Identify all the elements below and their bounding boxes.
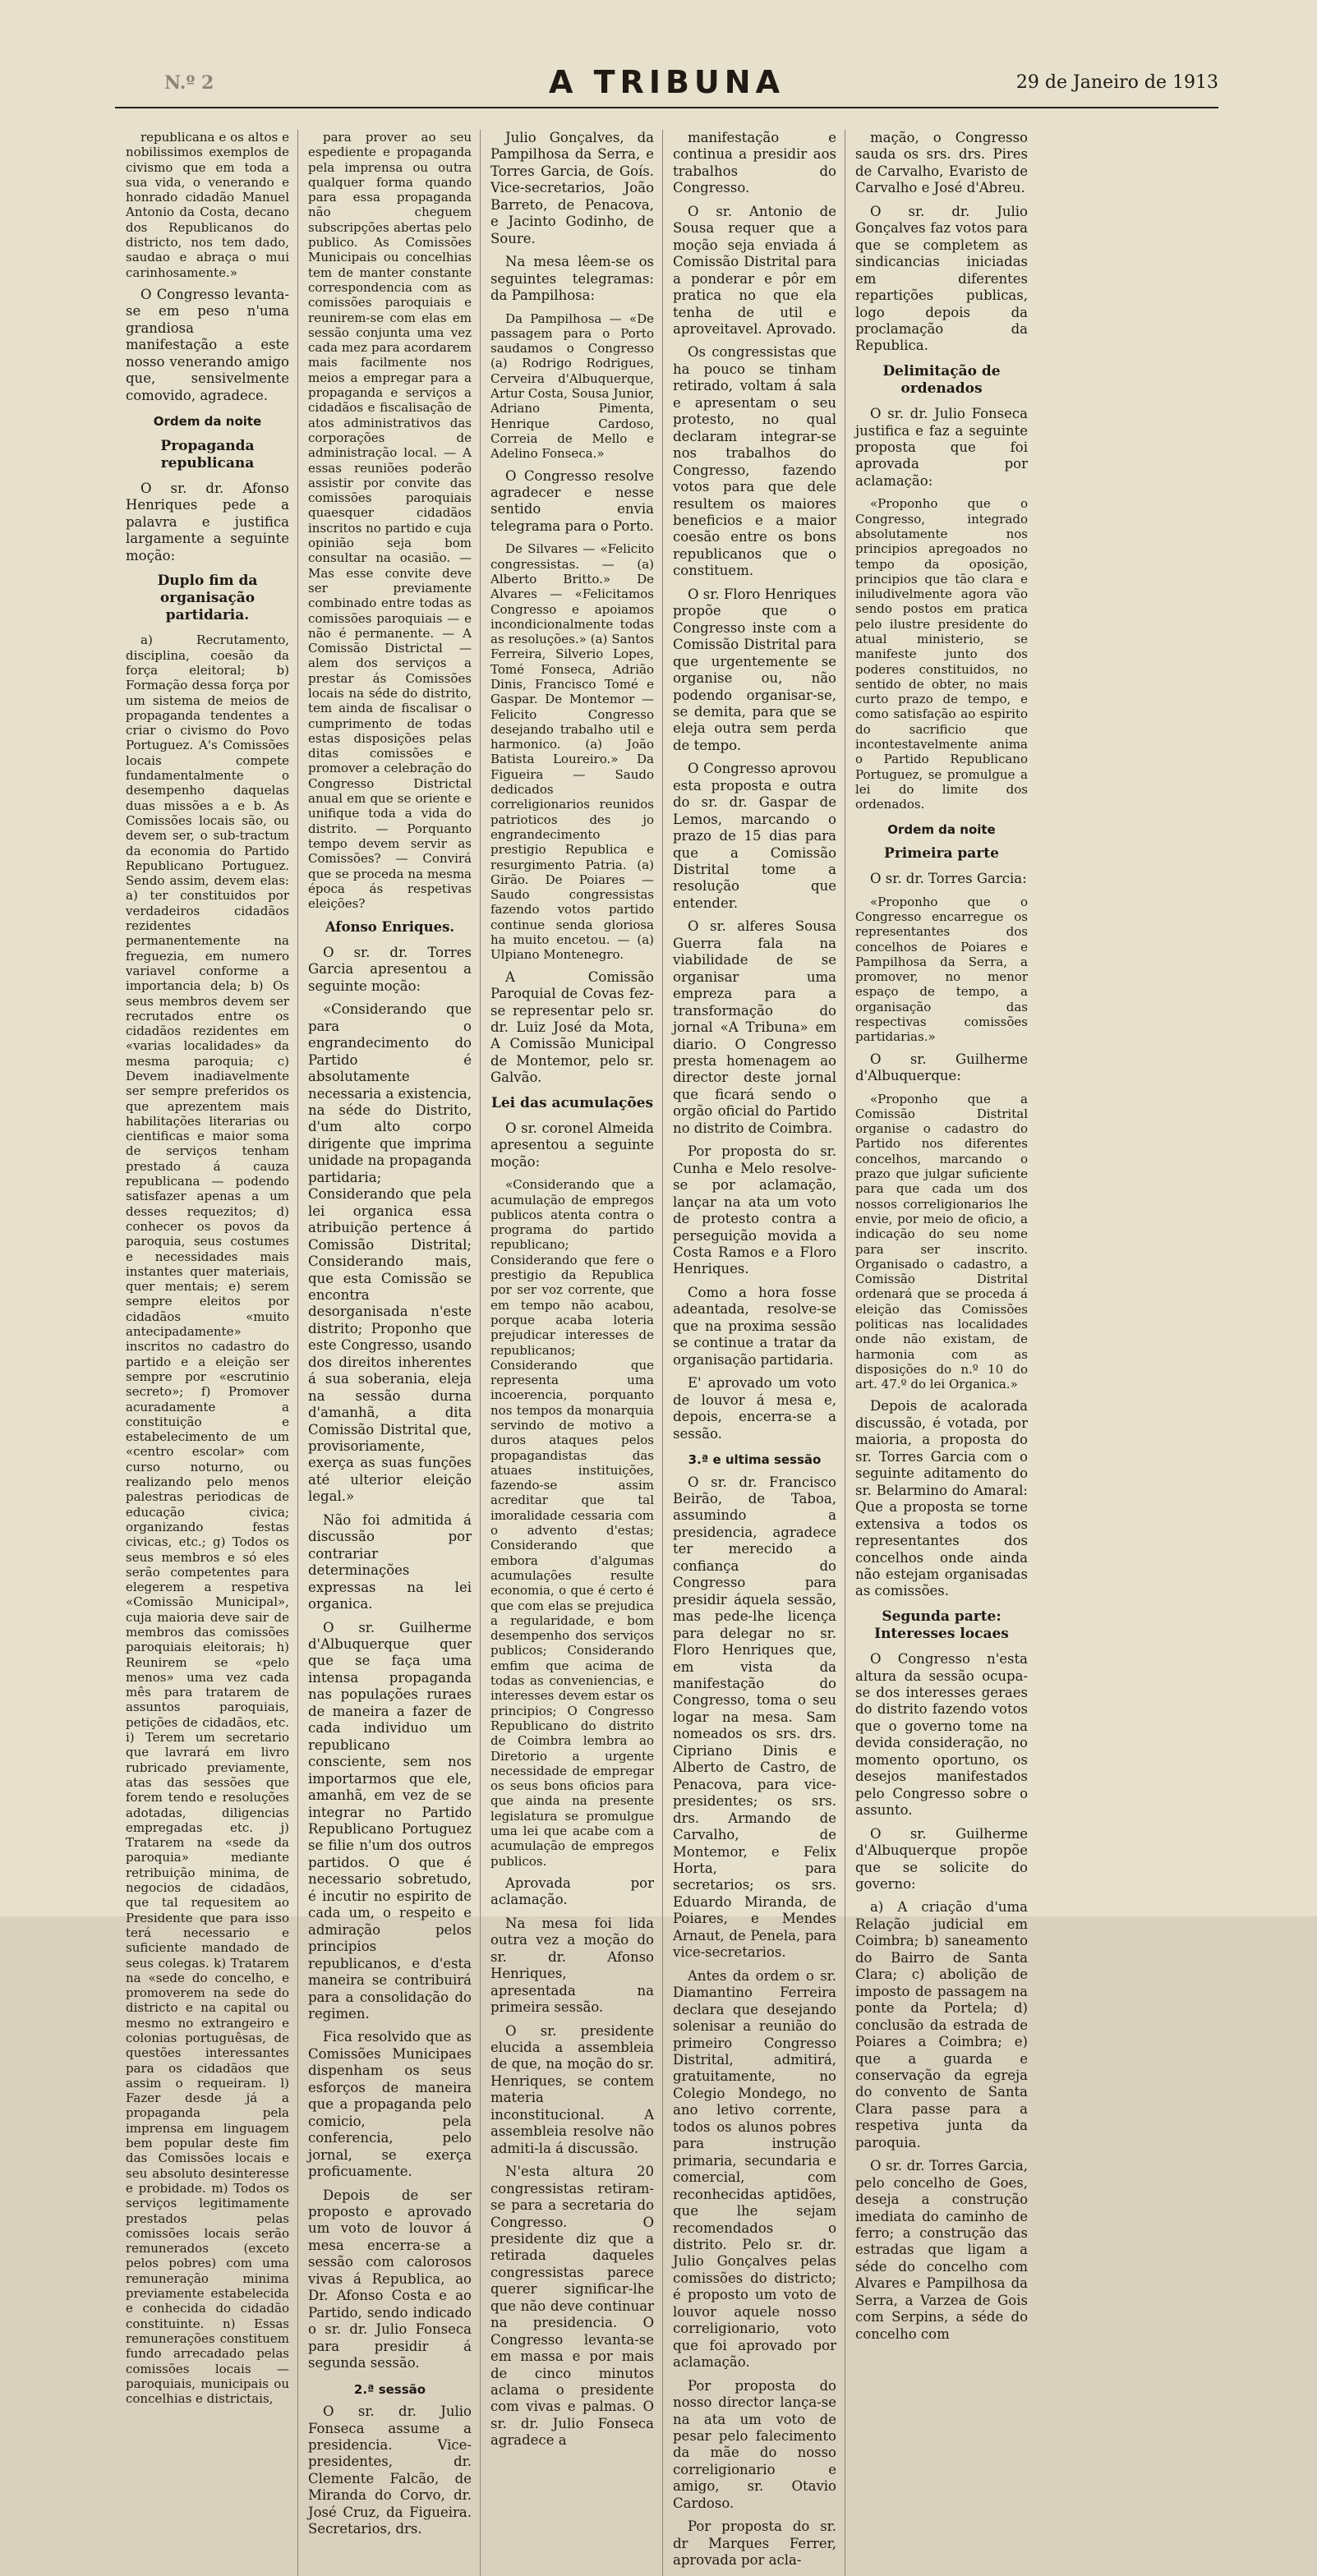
newspaper-title: A TRIBUNA: [549, 64, 785, 100]
paragraph: Da Pampilhosa — «De passagem para o Porto saudamos o Congresso (a) Rodrigo Rodrigues, Cerveira d'Albuquerque, Artur Costa, Sousa Junior, Adriano Pimenta, Henrique Cardoso, Correia de Mello e Adelino Fonseca.»: [490, 310, 654, 462]
column-1: [126, 130, 298, 2576]
paragraph: E' aprovado um voto de louvor á mesa e, depois, encerra-se a sessão.: [673, 1375, 836, 1442]
section-heading: Ordem da noite: [887, 821, 996, 837]
paragraph: N'esta altura 20 congressistas retiram-se para a secretaria do Congresso. O presidente diz que a retirada daqueles congressistas parece querer significar-lhe que não deve continuar na presidencia. O Congresso levanta-se em massa e por mais de cinco minutos aclama o presidente com vivas e palmas. O sr. dr. Julio Fonseca agradece a: [490, 2164, 654, 2449]
paragraph: Antes da ordem o sr. Diamantino Ferreira declara que desejando solenisar a reunião do primeiro Congresso Distrital, admitirá, gratuitamente, no Colegio Mondego, no ano letivo corrente, todos os alunos pobres para instrução primaria, secundaria e comercial, com reconhecidas aptidões, que lhe sejam recomendados o distrito. Pelo sr. dr. Julio Gonçalves pelas comissões do districto; é proposto um voto de louvor aquele nosso correligionario, voto que foi aprovado por aclamação.: [673, 1967, 836, 2371]
paragraph: «Proponho que o Congresso, integrado absolutamente nos principios apregoados no tempo da oposição, principios que tão clara e iniludivelmente agora vão sendo postos em pratica pelo ilustre presidente do atual ministerio, se manifeste junto dos poderes constituidos, no sentido de obter, no mais curto prazo de tempo, e como satisfação ao espirito do sacrificio que incontestavelmente anima o Partido Republicano Portuguez, se promulgue a lei do limite dos ordenados.: [855, 496, 1028, 812]
paragraph: Na mesa foi lida outra vez a moção do sr. dr. Afonso Henriques, apresentada na primeira sessão.: [490, 1915, 654, 2016]
paragraph: Como a hora fosse adeantada, resolve-se que na proxima sessão se continue a tratar da organisação partidaria.: [673, 1284, 836, 1368]
paragraph: O sr. Antonio de Sousa requer que a moção seja enviada á Comissão Distrital para a ponderar e pôr em pratica no que ela tenha de util e aproveitavel. Aprovado.: [673, 203, 836, 337]
paragraph: republicana e os altos e nobilissimos exemplos de civismo que em toda a sua vida, o venerando e honrado cidadão Manuel Antonio da Costa, decano dos Republicanos do districto, nos tem dado, saudao e abraça o mui carinhosamente.»: [126, 130, 289, 280]
paragraph: Os congressistas que ha pouco se tinham retirado, voltam á sala e apresentam o seu protesto, no qual declaram integrar-se nos trabalhos do Congresso, fazendo votos para que dele resultem os maiores beneficios e a maior coesão entre os bons republicanos que o constituem.: [673, 344, 836, 579]
paragraph: Não foi admitida á discussão por contrariar determinações expressas na lei organica.: [308, 1511, 472, 1612]
section-heading: Ordem da noite: [153, 414, 262, 430]
paragraph: O sr. dr. Julio Gonçalves faz votos para que se completem as sindicancias iniciadas em diferentes repartições publicas, logo depois da proclamação da Republica.: [855, 203, 1028, 354]
column-4: [673, 130, 845, 2576]
paragraph: O sr. dr. Francisco Beirão, de Taboa, assumindo a presidencia, agradece ter merecido a confiança do Congresso para presidir áquela sessão, mas pede-lhe licença para delegar no sr. Floro Henriques que, em vista da manifestação do Congresso, toma o seu logar na mesa. Sam nomeados os srs. drs. Cipriano Dinis e Alberto de Castro, de Penacova, para vice-presidentes; os srs. drs. Armando de Carvalho, de Montemor, e Felix Horta, para secretarios; os srs. Eduardo Miranda, de Poiares, e Mendes Arnaut, de Penela, para vice-secretarios.: [673, 1474, 836, 1961]
paragraph: Julio Gonçalves, da Pampilhosa da Serra, e Torres Garcia, de Goís. Vice-secretarios, João Barreto, de Penacova, e Jacinto Godinho, de Soure.: [490, 130, 654, 246]
paragraph: O sr. dr. Afonso Henriques pede a palavra e justifica largamente a seguinte moção:: [126, 480, 289, 564]
paragraph: O sr. Guilherme d'Albuquerque quer que se faça uma intensa propaganda nas populações ruraes de maneira a fazer de cada individuo um republicano consciente, sem nos importarmos que ele, amanhã, em vez de se integrar no Partido Republicano Portuguez se filie n'um dos outros partidos. O que é necessario sobretudo, é incutir no espirito de cada um, o respeito e admiração pelos principios republicanos, e d'esta maneira se contribuirá para a consolidação do regimen.: [308, 1619, 472, 2022]
paragraph: A Comissão Paroquial de Covas fez-se representar pelo sr. dr. Luiz José da Mota, A Comissão Municipal de Montemor, pelo sr. Galvão.: [490, 968, 654, 1086]
paragraph: O sr. alferes Sousa Guerra fala na viabilidade de se organisar uma empreza para a transformação do jornal «A Tribuna» em diario. O Congresso presta homenagem ao director deste jornal que ficará sendo o orgão oficial do Partido no distrito de Coimbra.: [673, 918, 836, 1136]
column-3: [490, 130, 663, 2576]
issue-number: N.º 2: [164, 72, 214, 94]
paragraph: Por proposta do sr. Cunha e Melo resolve-se por aclamação, lançar na ata um voto de protesto contra a perseguição movida a Costa Ramos e a Floro Henriques.: [673, 1143, 836, 1277]
paragraph: O sr. dr. Julio Fonseca assume a presidencia. Vice-presidentes, dr. Clemente Falcão, de Miranda do Corvo, dr. José Cruz, da Figueira. Secretarios, drs.: [308, 2404, 472, 2537]
paragraph: a) A criação d'uma Relação judicial em Coimbra; b) saneamento do Bairro de Santa Clara; c) abolição de imposto de passagem na ponte da Portela; d) conclusão da estrada de Poiares a Coimbra; e) que a guarda e conservação da egreja do convento de Santa Clara passe para a respetiva junta da paroquia.: [855, 1899, 1028, 2150]
paragraph: manifestação e continua a presidir aos trabalhos do Congresso.: [673, 130, 836, 196]
paragraph: Por proposta do nosso director lança-se na ata um voto de pesar pelo falecimento da mãe do nosso correligionario e amigo, sr. Otavio Cardoso.: [673, 2377, 836, 2511]
paragraph: O sr. Floro Henriques propõe que o Congresso inste com a Comissão Distrital para que urgentemente se organise ou, não podendo organisar-se, se demita, para que se eleja outra sem perda de tempo.: [673, 586, 836, 753]
paragraph: O Congresso levanta-se em peso n'uma grandiosa manifestação a este nosso venerando amigo que, sensivelmente comovido, agradece.: [126, 286, 289, 403]
section-heading: Delimitação de ordenados: [882, 362, 1001, 397]
paragraph: O Congresso aprovou esta proposta e outra do sr. dr. Gaspar de Lemos, marcando o prazo de 15 dias para que a Comissão Distrital tome a resolução que entender.: [673, 761, 836, 911]
paragraph: Por proposta do sr. dr Marques Ferrer, aprovada por acla-: [673, 2518, 836, 2569]
paragraph: O sr. dr. Torres Garcia:: [870, 871, 1027, 887]
header: [115, 64, 1218, 113]
section-heading: 2.ª sessão: [353, 2381, 426, 2397]
signature: Afonso Enriques.: [325, 919, 455, 936]
column-2: [308, 130, 481, 2576]
section-heading: Propaganda republicana: [160, 437, 255, 472]
paragraph: «Proponho que o Congresso encarregue os representantes dos concelhos de Poiares e Pampilhosa da Serra, a promover, no menor espaço de tempo, a organisação das respectivas comissões partidarias.»: [855, 894, 1028, 1045]
paragraph: para prover ao seu espediente e propaganda pela imprensa ou outra qualquer forma quando para essa propaganda não cheguem subscripções abertas pelo publico. As Comissões Municipais ou concelhias tem de manter constante correspondencia com as comissões paroquiais e reunirem-se com elas em sessão conjunta uma vez cada mez para acordarem mais facilmente nos meios a empregar para a propaganda e serviços a cidadãos e fiscalisação de atos administrativos das corporações de administração local. — A essas reuniões poderão assistir por convite das comissões paroquiais quaesquer cidadãos inscritos no partido e cuja opinião seja bom consultar na ocasião. — Mas esse convite deve ser previamente combinado entre todas as comissões paroquiais — e não é permanente. — A Comissão Districtal — alem dos serviços a prestar ás Comissões locais na séde do distrito, tem ainda de fiscalisar o cumprimento de todas estas disposições pelas ditas comissões e promover a celebração do Congresso Districtal anual em que se oriente e unifique toda a vida do distrito. — Porquanto tempo devem servir as Comissões? — Convirá que se proceda na mesma época ás respetivas eleições?: [308, 130, 472, 912]
section-heading: Segunda parte: Interesses locaes: [874, 1608, 1009, 1642]
header-rule: [115, 107, 1218, 108]
paragraph: O sr. Guilherme d'Albuquerque:: [855, 1051, 1028, 1084]
paragraph: Na mesa lêem-se os seguintes telegramas: da Pampilhosa:: [490, 254, 654, 304]
paragraph: Fica resolvido que as Comissões Municipaes dispenham os seus esforços de maneira que a propaganda pelo comicio, pela conferencia, pelo jornal, se exerça proficuamente.: [308, 2029, 472, 2180]
paragraph: O sr. presidente elucida a assembleia de que, na moção do sr. Henriques, se contem materia inconstitucional. A assembleia resolve não admiti-la á discussão.: [490, 2022, 654, 2156]
paragraph: «Considerando que a acumulação de empregos publicos atenta contra o programa do partido republicano; Considerando que fere o prestigio da Republica por ser voz corrente, que em tempo não acabou, porque acaba loteria prejudicar interesses de republicanos; Considerando que representa uma incoerencia, porquanto nos tempos da monarquia servindo de motivo a duros ataques pelos propagandistas das atuaes instituições, fazendo-se assim acreditar que tal imoralidade cessaria com o advento d'estas; Considerando que embora d'algumas acumulações resulte economia, o que é certo é que com elas se prejudica a regularidade, e bom desempenho dos serviços publicos; Considerando emfim que acima de todas as conveniencias, e interesses devem estar os principios; O Congresso Republicano do distrito de Coimbra lembra ao Diretorio a urgente necessidade de empregar os seus bons oficios para que ainda na presente legislatura se promulgue uma lei que acabe com a acumulação de empregos publicos.: [490, 1177, 654, 1869]
section-heading: Lei das acumulações: [490, 1094, 654, 1111]
paragraph: O sr. dr. Torres Garcia, pelo concelho de Goes, deseja a construção imediata do caminho de ferro; a construção das estradas que ligam a séde do concelho com Alvares e Pampilhosa da Serra, a Varzea de Gois com Serpins, a séde do concelho com: [855, 2158, 1028, 2342]
paragraph: O Congresso resolve agradecer e nesse sentido envia telegrama para o Porto.: [490, 467, 654, 534]
paragraph: O Congresso n'esta altura da sessão ocupa-se dos interesses geraes do distrito fazendo votos que o governo tome na devida consideração, no momento oportuno, os desejos manifestados pelo Congresso sobre o assunto.: [855, 1651, 1028, 1819]
paragraph: O sr. coronel Almeida apresentou a seguinte moção:: [490, 1120, 654, 1170]
section-heading: Primeira parte: [884, 845, 999, 862]
paragraph: «Considerando que para o engrandecimento do Partido é absolutamente necessaria a existencia, na séde do Distrito, d'um alto corpo dirigente que imprima unidade na propaganda partidaria; Considerando que pela lei organica essa atribuição pertence á Comissão Distrital; Considerando mais, que esta Comissão se encontra desorganisada n'este distrito; Proponho que este Congresso, usando dos direitos inherentes á sua soberania, eleja na sessão durna d'amanhã, a dita Comissão Distrital que, provisoriamente, exerça as suas funções até ulterior eleição legal.»: [308, 1001, 472, 1505]
paragraph: Depois de acalorada discussão, é votada, por maioria, a proposta do sr. Torres Garcia com o seguinte aditamento do sr. Belarmino do Amaral: Que a proposta se torne extensiva a todos os representantes dos concelhos onde ainda não estejam organisadas as comissões.: [855, 1398, 1028, 1599]
paragraph: «Proponho que a Comissão Distrital organise o cadastro do Partido nos diferentes concelhos, marcando o prazo que julgar suficiente para que cada um dos nossos correligionarios lhe envie, por meio de oficio, a indicação do seu nome para ser inscrito. Organisado o cadastro, a Comissão Distrital ordenará que se proceda á eleição das Comissões politicas nas localidades onde não existam, de harmonia com as disposições do n.º 10 do art. 47.º do lei Organica.»: [855, 1091, 1028, 1392]
paragraph: Aprovada por aclamação.: [490, 1874, 654, 1908]
section-heading: Duplo fim da organisação partidaria.: [157, 573, 258, 624]
paragraph: O sr. Guilherme d'Albuquerque propõe que se solicite do governo:: [855, 1825, 1028, 1892]
paragraph: Depois de ser proposto e aprovado um voto de louvor á mesa encerra-se a sessão com calorosos vivas á Republica, ao Dr. Afonso Costa e ao Partido, sendo indicado o sr. dr. Julio Fonseca para presidir á segunda sessão.: [308, 2187, 472, 2371]
section-heading: 3.ª e ultima sessão: [688, 1451, 822, 1467]
column-5: [855, 130, 1028, 2576]
paragraph: a) Recrutamento, disciplina, coesão da força eleitoral; b) Formação dessa força por um sistema de meios de propaganda tendentes a criar o civismo do Povo Portuguez. A's Comissões locais compete fundamentalmente o desempenho daquelas duas missões a e b. As Comissões locais são, ou devem ser, o sub-tractum da economia do Partido Republicano Portuguez. Sendo assim, devem elas: a) ter constituidos por verdadeiros cidadãos rezidentes permanentemente na freguezia, em numero variavel conforme a importancia dela; b) Os seus membros devem ser recrutados entre os cidadãos rezidentes em «varias localidades» da mesma paroquia; c) Devem inadiavelmente ser sempre preferidos os que aprezentem mais habilitações literarias ou cientificas e maior soma de serviços tenham prestado á cauza republicana — podendo satisfazer apenas a um desses requezitos; d) conhecer os povos da paroquia, seus costumes e necessidades mais instantes quer materiais, quer mentais; e) serem sempre eleitos por cidadãos «muito antecipadamente» inscritos no cadastro do partido e a eleição ser sempre por «escrutinio secreto»; f) Promover acuradamente a constituição e estabelecimento de um «centro escolar» com curso noturno, ou realizando pelo menos palestras periodicas de educação civica; organizando festas civicas, etc.; g) Todos os seus membros e só eles serão competentes para elegerem a respetiva «Comissão Municipal», cuja maioria deve sair de membros das comissões paroquiais eleitorais; h) Reunirem se «pelo menos» uma vez cada mês para tratarem de assuntos paroquiais, petições de cidadãos, etc. i) Terem um secretario que lavrará em livro rubricado previamente, atas das sessões que forem tendo e resoluções adotadas, diligencias empregadas etc. j) Tratarem na «sede da paroquia» mediante retribuição minima, de negocios de cidadãos, que tal requesitem ao Presidente que para isso terá necessario e suficiente mandado de seus colegas. k) Tratarem na «sede do concelho, e promoverem na sede do districto e na capital ou mesmo no extrangeiro e colonias portuguêsas, de questões interessantes para os cidadãos que assim o requeiram. l) Fazer desde já a propaganda pela imprensa em linguagem bem popular deste fim das Comissões locais e seu absoluto desinteresse e probidade. m) Todos os serviços legitimamente prestados pelas comissões locais serão remunerados (exceto pelos pobres) com uma remuneração minima previamente estabelecida e conhecida do cidadão constituinte. n) Essas remunerações constituem fundo arrecadado pelas comissões locais — paroquiais, municipais ou concelhias e districtais,: [126, 632, 289, 2407]
publication-date: 29 de Janeiro de 1913: [1015, 72, 1218, 93]
paragraph: O sr. dr. Torres Garcia apresentou a seguinte moção:: [308, 944, 472, 994]
paragraph: O sr. dr. Julio Fonseca justifica e faz a seguinte proposta que foi aprovada por aclamação:: [855, 406, 1028, 489]
paragraph: mação, o Congresso sauda os srs. drs. Pires de Carvalho, Evaristo de Carvalho e José d'Abreu.: [855, 130, 1028, 196]
paragraph: De Silvares — «Felicito congressistas. — (a) Alberto Britto.» De Alvares — «Felicitamos Congresso e apoiamos incondicionalmente todas as resoluções.» (a) Santos Ferreira, Silverio Lopes, Tomé Fonseca, Adrião Dinis, Francisco Tomé e Gaspar. De Montemor — Felicito Congresso desejando trabalho util e harmonico. (a) João Batista Loureiro.» Da Figueira — Saudo dedicados correligionarios reunidos patrioticos des jo engrandecimento prestigio Republica e resurgimento Patria. (a) Girão. De Poiares — Saudo congressistas fazendo votos partido continue senda gloriosa ha muito encetou. — (a) Ulpiano Montenegro.: [490, 541, 654, 963]
article-columns: [126, 130, 1210, 2569]
